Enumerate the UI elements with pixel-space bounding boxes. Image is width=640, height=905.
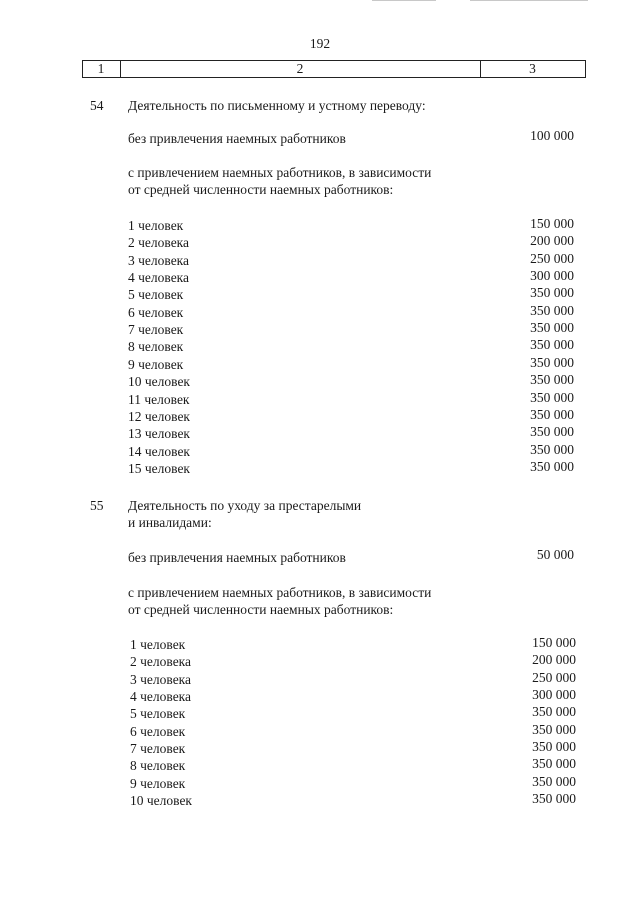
- scan-top-edge-line: [372, 0, 436, 1]
- staff-count-label: 1 человек: [128, 218, 184, 233]
- without-hired-label: без привлечения наемных работников: [128, 550, 346, 565]
- staff-count-label: 5 человек: [128, 287, 184, 303]
- without-hired-value: 100 000: [530, 128, 574, 143]
- staff-count-label: 5 человек: [130, 706, 186, 722]
- staff-count-label: 12 человек: [128, 408, 190, 424]
- staff-rate-value: 350 000: [530, 354, 574, 370]
- staff-count-label: 14 человек: [128, 443, 190, 459]
- staff-rate-value: 350 000: [530, 406, 574, 422]
- staff-count-label: 7 человек: [130, 741, 186, 757]
- staff-rate-value: 200 000: [532, 652, 576, 668]
- staff-rate-value: 300 000: [532, 687, 576, 703]
- staff-rate-value: 350 000: [532, 739, 576, 755]
- staff-rate-value: 150 000: [530, 216, 574, 231]
- header-col-2: 2: [296, 61, 304, 76]
- with-hired-label: с привлечением наемных работников, в зависимости: [128, 585, 432, 600]
- staff-count-label: 11 человек: [128, 391, 190, 407]
- section-title: Деятельность по уходу за престарелыми: [128, 498, 362, 513]
- staff-count-label: 7 человек: [128, 322, 184, 338]
- staff-rate-value: 200 000: [530, 233, 574, 249]
- staff-count-label: 4 человека: [128, 270, 190, 286]
- header-col-3: 3: [529, 61, 536, 76]
- staff-count-label: 10 человек: [128, 374, 190, 390]
- staff-rate-value: 250 000: [530, 250, 574, 266]
- staff-count-label: 9 человек: [128, 356, 184, 372]
- staff-count-label: 13 человек: [128, 426, 190, 442]
- staff-count-label: 15 человек: [128, 460, 190, 476]
- staff-rate-value: 350 000: [530, 285, 574, 301]
- table-border: [585, 61, 586, 77]
- staff-count-label: 1 человек: [130, 637, 186, 652]
- staff-rate-value: 350 000: [530, 389, 574, 405]
- section-title: Деятельность по письменному и устному переводу:: [128, 98, 426, 113]
- staff-count-label: 3 человека: [130, 671, 192, 687]
- staff-count-label: 6 человек: [128, 304, 184, 320]
- staff-rate-value: 300 000: [530, 268, 574, 284]
- section-number: 54: [90, 98, 104, 113]
- staff-count-label: 3 человека: [128, 252, 190, 268]
- staff-rate-value: 350 000: [530, 372, 574, 388]
- staff-count-label: 4 человека: [130, 689, 192, 705]
- staff-count-label: 6 человек: [130, 723, 186, 739]
- staff-rate-value: 350 000: [532, 756, 576, 772]
- section-title: и инвалидами:: [128, 515, 212, 530]
- staff-rate-value: 350 000: [530, 441, 574, 457]
- header-col-1: 1: [97, 61, 105, 76]
- with-hired-label: от средней численности наемных работников:: [128, 602, 394, 617]
- staff-count-label: 9 человек: [130, 775, 186, 791]
- staff-rate-value: 350 000: [530, 458, 574, 474]
- staff-count-label: 8 человек: [128, 339, 184, 355]
- without-hired-value: 50 000: [536, 547, 574, 562]
- staff-rate-value: 350 000: [530, 337, 574, 353]
- with-hired-label: с привлечением наемных работников, в зависимости: [128, 165, 432, 180]
- staff-rate-value: 250 000: [532, 669, 576, 685]
- scan-top-edge-line: [470, 0, 588, 1]
- staff-count-label: 8 человек: [130, 758, 186, 774]
- staff-rate-value: 350 000: [532, 704, 576, 720]
- staff-rate-value: 350 000: [532, 721, 576, 737]
- staff-rate-value: 150 000: [532, 635, 576, 650]
- staff-rate-value: 350 000: [530, 320, 574, 336]
- staff-rate-value: 350 000: [530, 302, 574, 318]
- staff-rate-value: 350 000: [530, 424, 574, 440]
- with-hired-label: от средней численности наемных работников:: [128, 182, 394, 197]
- page-number: 192: [309, 36, 331, 51]
- staff-count-label: 10 человек: [130, 793, 192, 809]
- staff-rate-value: 350 000: [532, 773, 576, 789]
- section-number: 55: [90, 498, 104, 513]
- table-header-row: [82, 60, 586, 78]
- staff-count-label: 2 человека: [128, 235, 190, 251]
- staff-rate-value: 350 000: [532, 791, 576, 807]
- without-hired-label: без привлечения наемных работников: [128, 131, 346, 146]
- staff-count-label: 2 человека: [130, 654, 192, 670]
